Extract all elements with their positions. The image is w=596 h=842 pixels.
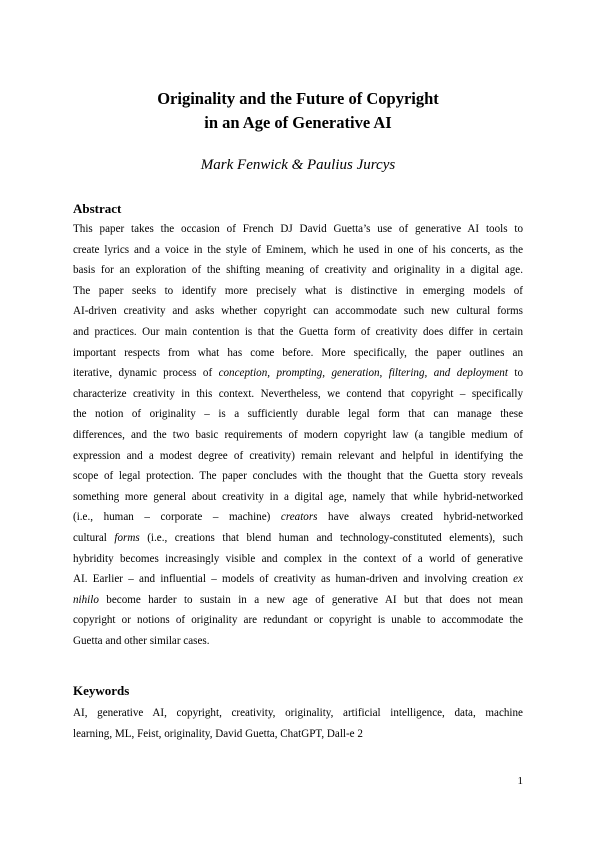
abstract-line xyxy=(73,363,523,384)
keywords-line: AI, generative AI, copyright, creativity, originality, artificial intelligence, data, machine xyxy=(73,707,523,719)
text-run: iterative, dynamic process of xyxy=(73,367,219,380)
italic-run: ex xyxy=(513,573,523,586)
abstract-line xyxy=(73,569,523,590)
page-number: 1 xyxy=(517,775,523,787)
title-line-1: Originality and the Future of Copyright xyxy=(157,89,439,108)
keywords-line: learning, ML, Feist, originality, David Guetta, ChatGPT, Dall-e 2 xyxy=(73,727,363,740)
keywords-body xyxy=(73,703,523,744)
abstract-line: Guetta and other similar cases. xyxy=(73,634,210,647)
text-run: have always created hybrid-networked xyxy=(317,511,523,524)
italic-run: conception, prompting, generation, filtering, and deployment xyxy=(218,367,508,380)
abstract-line: The paper seeks to identify more precisely what is distinctive in emerging models of xyxy=(73,284,523,297)
abstract-line: characterize creativity in this context. Nevertheless, we contend that copyright – specifically xyxy=(73,387,523,400)
italic-run: forms xyxy=(114,531,140,544)
title-line-2: in an Age of Generative AI xyxy=(204,113,392,132)
abstract-line xyxy=(73,590,523,611)
abstract-line: important respects from what has come before. More specifically, the paper outlines an xyxy=(73,346,523,359)
text-run: cultural xyxy=(73,531,115,544)
abstract-line: the notion of originality – is a sufficiently durable legal form that can manage these xyxy=(73,408,523,421)
abstract-line xyxy=(73,528,523,549)
text-run: become harder to sustain in a new age of generative AI but that does not mean xyxy=(98,593,523,606)
abstract-line: something more general about creativity in a digital age, namely that while hybrid-networked xyxy=(73,490,523,503)
text-run: AI. Earlier – and influential – models of creativity as human-driven and involving creation xyxy=(73,573,514,586)
keywords-heading: Keywords xyxy=(73,683,130,698)
text-run: (i.e., creations that blend human and technology-constituted elements), such xyxy=(139,531,523,544)
paper-title xyxy=(0,87,596,135)
abstract-heading: Abstract xyxy=(73,201,122,216)
abstract-line: scope of legal protection. The paper concludes with the thought that the Guetta story reveals xyxy=(73,470,523,483)
italic-run: creators xyxy=(280,511,318,524)
abstract-line: differences, and the two basic requirements of modern copyright law (a tangible medium of xyxy=(73,428,523,441)
abstract-line: and practices. Our main contention is that the Guetta form of creativity does differ in certain xyxy=(73,325,523,338)
text-run: (i.e., human – corporate – machine) xyxy=(73,511,281,524)
abstract-line: expression and a modest degree of creativity) remain relevant and helpful in identifying the xyxy=(73,449,523,462)
abstract-line: create lyrics and a voice in the style of Eminem, which he used in one of his concerts, as the xyxy=(73,243,523,256)
abstract-line: hybridity becomes increasingly visible and complex in the context of a world of generative xyxy=(73,552,523,565)
abstract-body xyxy=(73,219,523,651)
text-run: to xyxy=(507,367,524,380)
authors: Mark Fenwick & Paulius Jurcys xyxy=(200,157,396,173)
abstract-line: copyright or notions of originality are redundant or copyright is unable to accommodate the xyxy=(73,614,523,627)
abstract-line: AI-driven creativity and asks whether copyright can accommodate such new cultural forms xyxy=(73,305,523,318)
abstract-line xyxy=(73,507,523,528)
italic-run: nihilo xyxy=(73,593,99,606)
abstract-line: This paper takes the occasion of French DJ David Guetta’s use of generative AI tools to xyxy=(73,223,523,235)
abstract-line: basis for an exploration of the shifting meaning of creativity and originality in a digital age. xyxy=(73,264,523,277)
